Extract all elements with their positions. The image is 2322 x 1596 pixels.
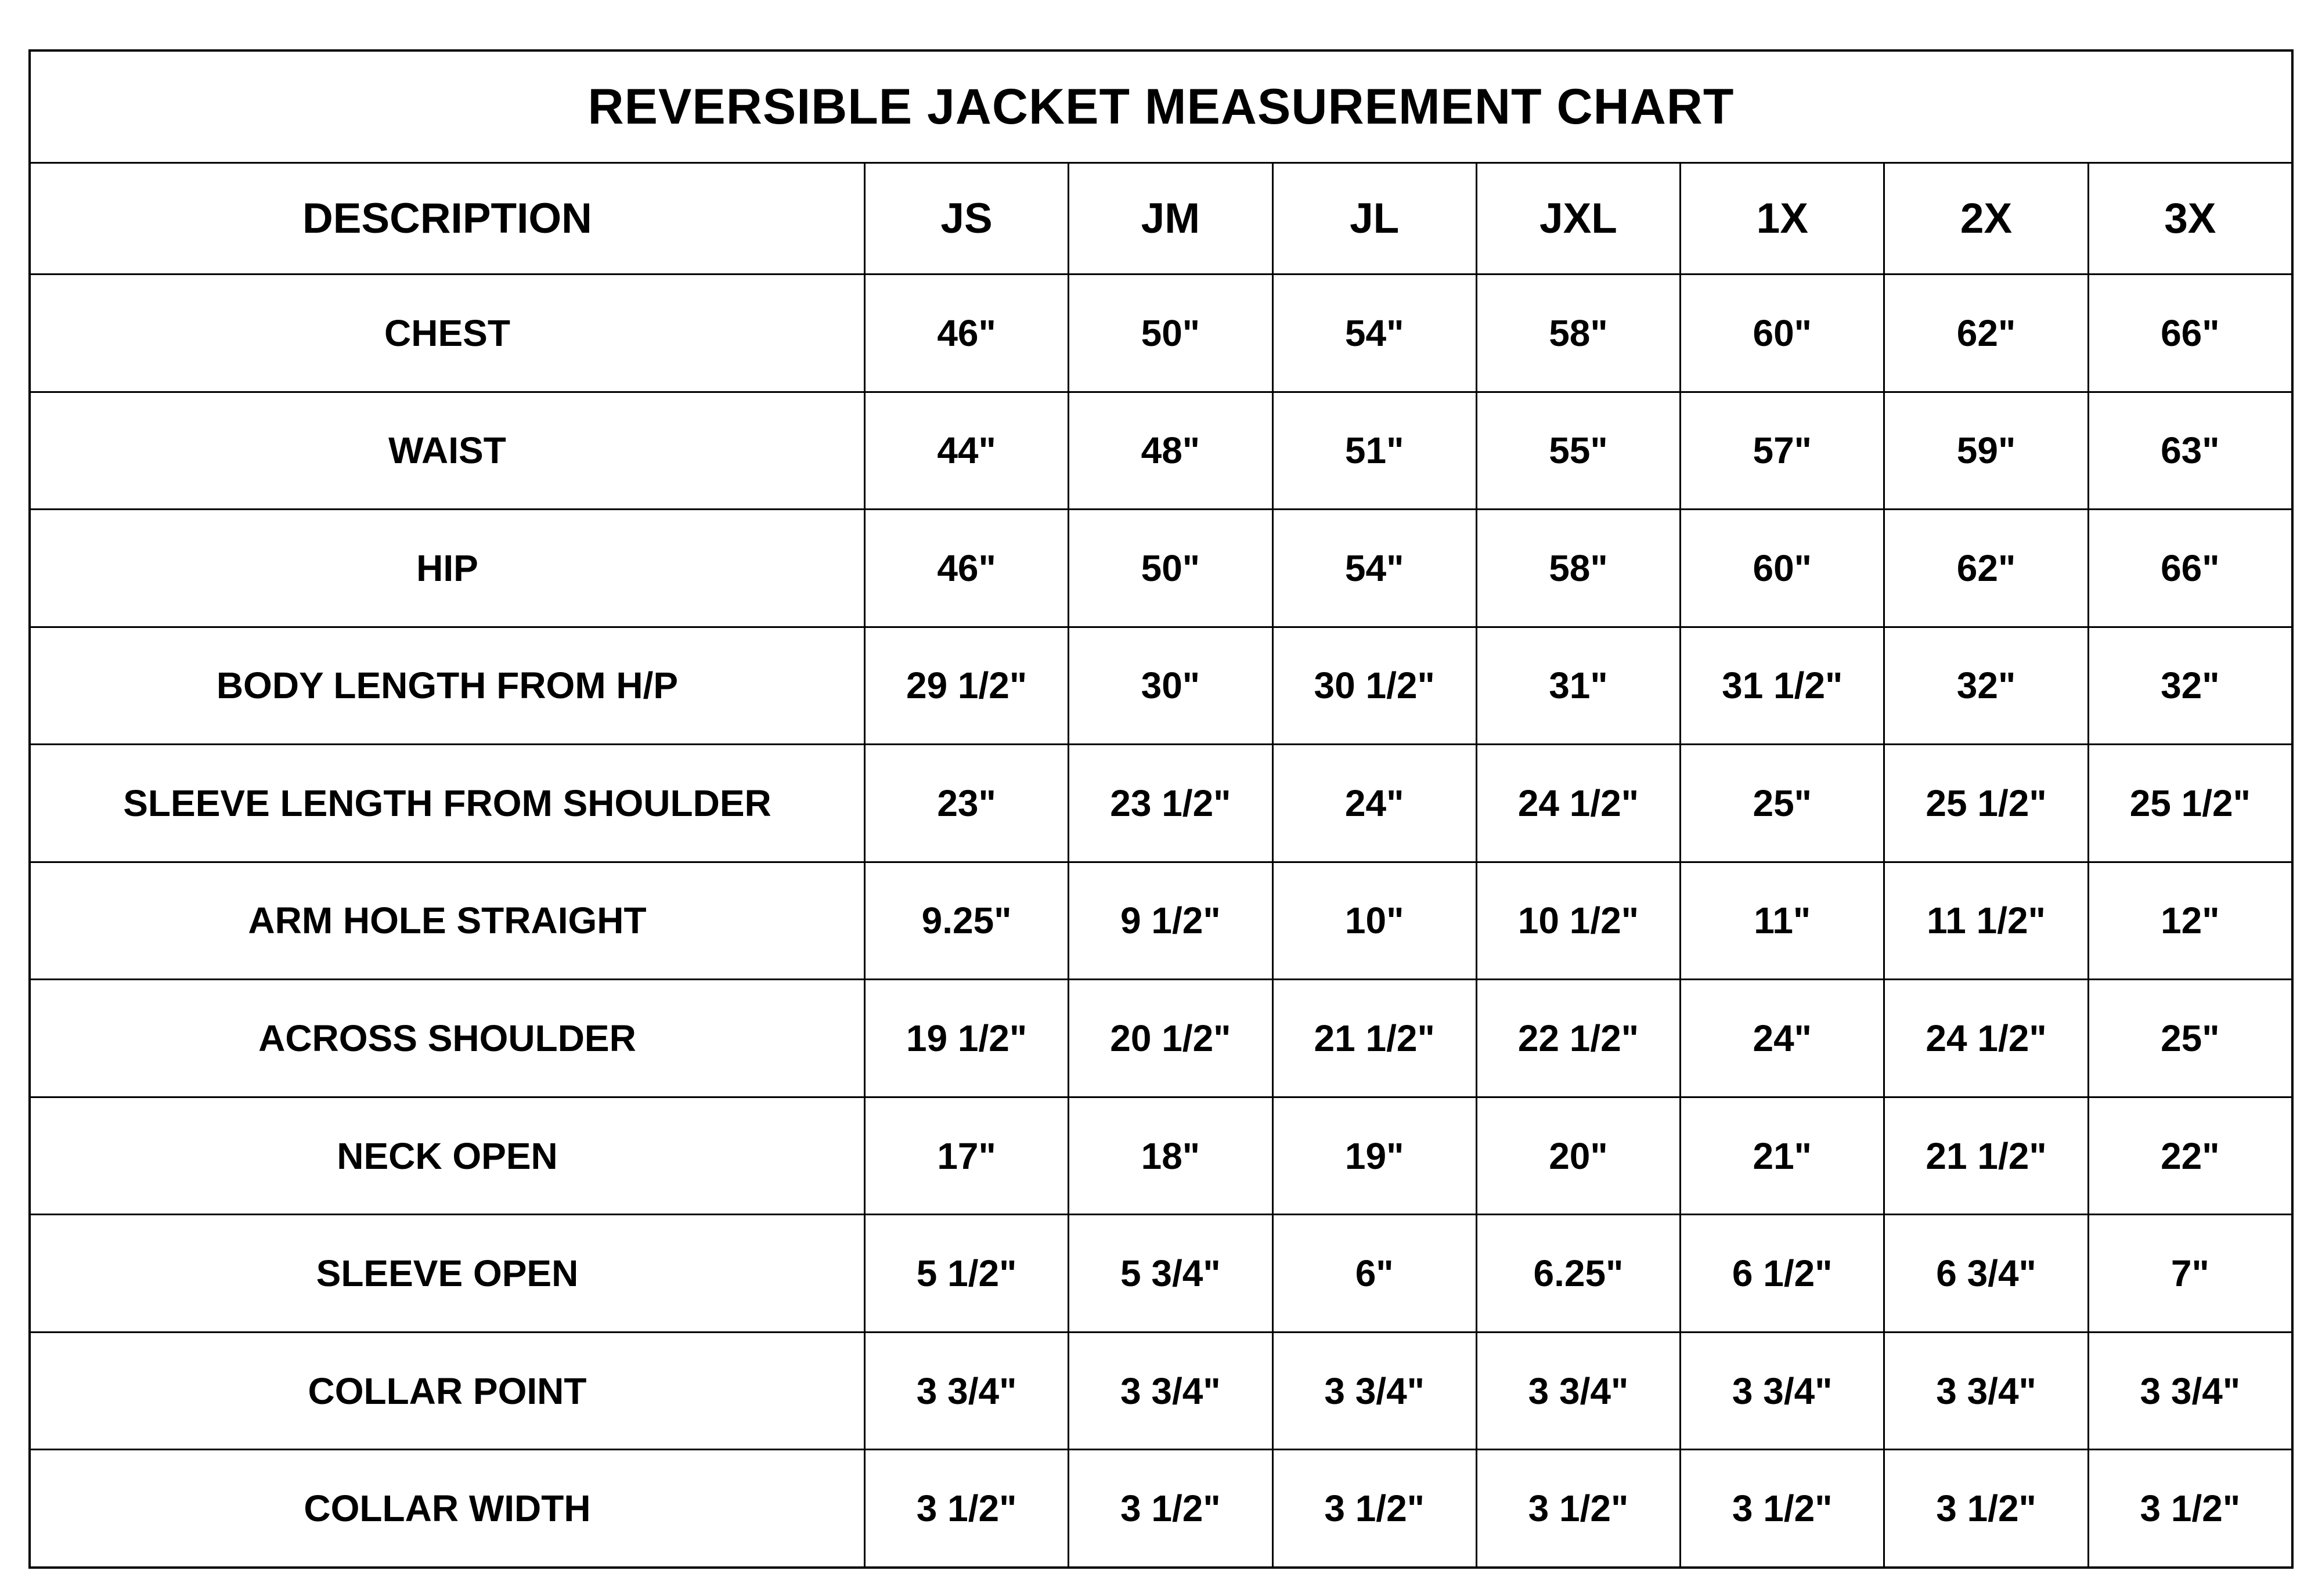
table-row <box>31 743 2291 861</box>
measurement-value: 25 1/2" <box>2087 745 2291 861</box>
table-row <box>31 1096 2291 1214</box>
measurement-value: 11" <box>1679 863 1883 979</box>
measurement-value: 23 1/2" <box>1068 745 1271 861</box>
row-label: SLEEVE OPEN <box>316 1252 579 1295</box>
measurement-value: 62" <box>1883 275 2087 391</box>
measurement-value: 17" <box>864 1098 1068 1214</box>
table-row <box>31 1449 2291 1566</box>
measurement-value: 3 3/4" <box>1068 1333 1271 1449</box>
measurement-value: 19" <box>1272 1098 1476 1214</box>
measurement-value: 50" <box>1068 275 1271 391</box>
measurement-value: 55" <box>1476 393 1679 509</box>
row-label: COLLAR WIDTH <box>304 1487 591 1530</box>
measurement-value: 31 1/2" <box>1679 628 1883 744</box>
column-header-size: JL <box>1272 164 1476 273</box>
measurement-value: 6" <box>1272 1215 1476 1331</box>
measurement-value: 3 1/2" <box>864 1450 1068 1566</box>
measurement-value: 12" <box>2087 863 2291 979</box>
table-row <box>31 1331 2291 1449</box>
column-header-size: JM <box>1068 164 1271 273</box>
measurement-value: 10" <box>1272 863 1476 979</box>
table-row <box>31 1214 2291 1331</box>
measurement-value: 58" <box>1476 510 1679 626</box>
measurement-value: 48" <box>1068 393 1271 509</box>
measurement-value: 66" <box>2087 510 2291 626</box>
measurement-value: 24" <box>1272 745 1476 861</box>
table-title: REVERSIBLE JACKET MEASUREMENT CHART <box>587 78 1735 135</box>
measurement-value: 25" <box>1679 745 1883 861</box>
header-row <box>31 162 2291 273</box>
measurement-value: 6 3/4" <box>1883 1215 2087 1331</box>
measurement-value: 59" <box>1883 393 2087 509</box>
measurement-value: 7" <box>2087 1215 2291 1331</box>
measurement-value: 29 1/2" <box>864 628 1068 744</box>
measurement-value: 3 3/4" <box>864 1333 1068 1449</box>
measurement-value: 24 1/2" <box>1476 745 1679 861</box>
column-header-size: 2X <box>1883 164 2087 273</box>
measurement-value: 3 1/2" <box>1883 1450 2087 1566</box>
measurement-value: 32" <box>2087 628 2291 744</box>
measurement-value: 19 1/2" <box>864 980 1068 1096</box>
measurement-value: 6.25" <box>1476 1215 1679 1331</box>
table-row <box>31 861 2291 979</box>
measurement-value: 22" <box>2087 1098 2291 1214</box>
row-label: NECK OPEN <box>337 1135 558 1177</box>
measurement-value: 21 1/2" <box>1883 1098 2087 1214</box>
measurement-value: 18" <box>1068 1098 1271 1214</box>
table-row <box>31 978 2291 1096</box>
row-label: ARM HOLE STRAIGHT <box>248 900 647 942</box>
measurement-value: 50" <box>1068 510 1271 626</box>
measurement-value: 3 3/4" <box>1883 1333 2087 1449</box>
table-row <box>31 273 2291 391</box>
measurement-value: 3 3/4" <box>2087 1333 2291 1449</box>
measurement-value: 31" <box>1476 628 1679 744</box>
measurement-value: 5 3/4" <box>1068 1215 1271 1331</box>
row-label: COLLAR POINT <box>308 1370 587 1412</box>
measurement-value: 3 1/2" <box>1679 1450 1883 1566</box>
table-row <box>31 508 2291 626</box>
measurement-value: 3 1/2" <box>2087 1450 2291 1566</box>
measurement-value: 60" <box>1679 275 1883 391</box>
measurement-value: 62" <box>1883 510 2087 626</box>
table-row <box>31 626 2291 744</box>
measurement-value: 51" <box>1272 393 1476 509</box>
measurement-value: 54" <box>1272 510 1476 626</box>
measurement-value: 57" <box>1679 393 1883 509</box>
measurement-value: 3 1/2" <box>1272 1450 1476 1566</box>
measurement-value: 24" <box>1679 980 1883 1096</box>
measurement-value: 3 3/4" <box>1476 1333 1679 1449</box>
measurement-chart-table <box>28 49 2294 1569</box>
measurement-value: 3 3/4" <box>1679 1333 1883 1449</box>
measurement-value: 24 1/2" <box>1883 980 2087 1096</box>
measurement-value: 66" <box>2087 275 2291 391</box>
row-label: HIP <box>416 547 478 589</box>
measurement-value: 46" <box>864 510 1068 626</box>
measurement-value: 25 1/2" <box>1883 745 2087 861</box>
measurement-value: 21 1/2" <box>1272 980 1476 1096</box>
measurement-value: 21" <box>1679 1098 1883 1214</box>
column-header-size: 3X <box>2087 164 2291 273</box>
measurement-value: 46" <box>864 275 1068 391</box>
measurement-value: 30 1/2" <box>1272 628 1476 744</box>
measurement-value: 6 1/2" <box>1679 1215 1883 1331</box>
measurement-value: 22 1/2" <box>1476 980 1679 1096</box>
table-body <box>31 273 2291 1566</box>
row-label: SLEEVE LENGTH FROM SHOULDER <box>123 782 771 824</box>
row-label: CHEST <box>384 312 510 354</box>
column-header-size: JS <box>864 164 1068 273</box>
measurement-value: 54" <box>1272 275 1476 391</box>
row-label: ACROSS SHOULDER <box>258 1017 636 1060</box>
measurement-value: 30" <box>1068 628 1271 744</box>
measurement-value: 32" <box>1883 628 2087 744</box>
row-label: BODY LENGTH FROM H/P <box>216 665 679 707</box>
measurement-value: 20" <box>1476 1098 1679 1214</box>
measurement-value: 11 1/2" <box>1883 863 2087 979</box>
measurement-value: 58" <box>1476 275 1679 391</box>
measurement-value: 25" <box>2087 980 2291 1096</box>
row-label: WAIST <box>388 429 506 472</box>
column-header-size: 1X <box>1679 164 1883 273</box>
measurement-value: 3 3/4" <box>1272 1333 1476 1449</box>
measurement-value: 20 1/2" <box>1068 980 1271 1096</box>
column-header-size: JXL <box>1476 164 1679 273</box>
measurement-value: 23" <box>864 745 1068 861</box>
measurement-value: 10 1/2" <box>1476 863 1679 979</box>
measurement-value: 44" <box>864 393 1068 509</box>
measurement-value: 63" <box>2087 393 2291 509</box>
measurement-value: 3 1/2" <box>1068 1450 1271 1566</box>
table-row <box>31 391 2291 509</box>
column-header-description: DESCRIPTION <box>302 195 592 242</box>
measurement-value: 5 1/2" <box>864 1215 1068 1331</box>
measurement-value: 9 1/2" <box>1068 863 1271 979</box>
measurement-value: 9.25" <box>864 863 1068 979</box>
measurement-value: 60" <box>1679 510 1883 626</box>
measurement-value: 3 1/2" <box>1476 1450 1679 1566</box>
